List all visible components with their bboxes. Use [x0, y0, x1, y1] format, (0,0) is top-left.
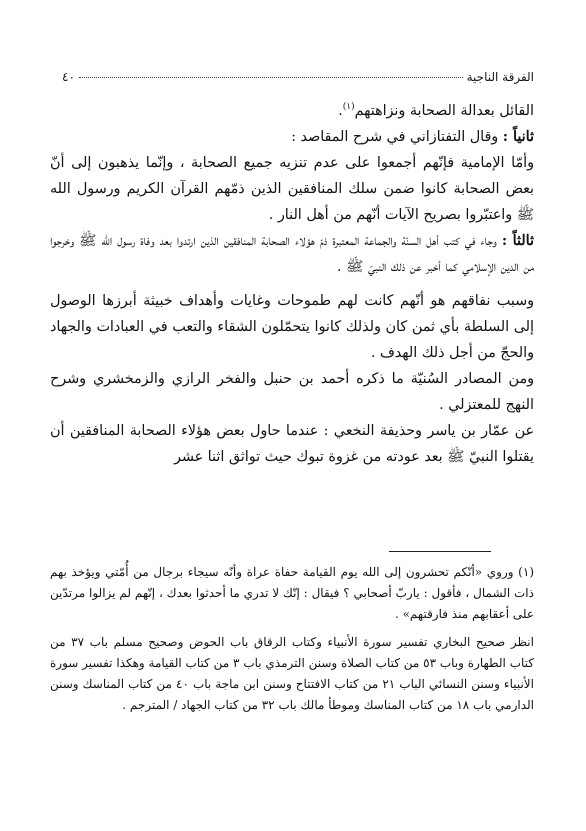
paragraph-4-lead: ثالثاً : [501, 233, 534, 249]
paragraph-1 [50, 98, 534, 124]
paragraph-2 [50, 124, 534, 150]
header-dot-leader [79, 77, 463, 78]
paragraph-1-text: القائل بعدالة الصحابة ونزاهتهم [354, 103, 534, 119]
paragraph-gap [50, 280, 534, 288]
paragraph-4 [50, 228, 534, 280]
running-header [62, 70, 534, 84]
page-number: ٤٠ [62, 70, 75, 84]
paragraph-2-text: وقال التفتازاني في شرح المقاصد : [291, 129, 503, 145]
footnote-reference: (١) [342, 102, 355, 113]
footnote-gap [50, 625, 534, 632]
footnotes [50, 562, 534, 716]
footnote-separator [389, 551, 491, 552]
paragraph-2-lead: ثانياً : [502, 129, 534, 145]
chapter-title: الفرقة الناجية [466, 70, 534, 84]
footnote-sources: انظر صحيح البخاري تفسير سورة الأنبياء وكتاب الرقاق باب الحوض وصحيح مسلم باب ٣٧ من كتاب الطهارة وباب ٥٣ من كتاب الصلاة وسنن الترمذي باب ٣ من كتاب القيامة وهكذا تفسير سورة الأنبياء وسنن النسائي الباب ٢١ من كتاب الافتتاح وسنن ابن ماجة باب ٤٠ من كتاب المناسك وسنن الدارمي باب ١٨ من كتاب المناسك وموطأ مالك باب ٣٢ من كتاب الجهاد / المترجم . [50, 635, 534, 712]
paragraph-4-text: وجاء في كتب أهل السنّة والجماعة المعتبرة ذمّ هؤلاء الصحابة المنافقين الذين ارتدوا بعد وفاة رسول الله ﷺ وخرجوا من الدين الإسلامي كما أخبر عن ذلك النبيّ ﷺ . [50, 233, 534, 275]
footnote-1: (١) وروي «أنّكم تحشرون إلى الله يوم القيامة حفاة عراة وأنّه سيجاء برجال من أُمّتي ويؤخذ بهم ذات الشمال ، فأقول : ياربّ أصحابي ؟ فيقال : إنّك لا تدري ما أحدثوا بعدك ، إنّهم لم يزالوا مرتدّين على أعقابهم منذ فارقتهم» . [50, 565, 534, 621]
paragraph-3: وأمّا الإمامية فإنّهم أجمعوا على عدم تنزيه جميع الصحابة ، وإنّما يذهبون إلى أنّ بعض الصحابة كانوا ضمن سلك المنافقين الذين ذمّهم القرآن الكريم ورسول الله ﷺ واعتبّروا بصريح الآيات أنّهم من أهل النار . [50, 155, 534, 223]
paragraph-6: ومن المصادر السُنيّة ما ذكره أحمد بن حنبل والفخر الرازي والزمخشري وشرح النهج للمعتزلي . [50, 371, 534, 413]
paragraph-7: عن عمّار بن ياسر وحذيفة النخعي : عندما حاول بعض هؤلاء الصحابة المنافقين أن يقتلوا النبيّ ﷺ بعد عودته من غزوة تبوك حيث تواثق اثنا عشر [50, 423, 534, 465]
main-text [50, 98, 534, 470]
paragraph-5: وسبب نفاقهم هو أنّهم كانت لهم طموحات وغايات وأهداف خبيثة أبرزها الوصول إلى السلطة بأي ثمن كان ولذلك كانوا يتحمّلون الشقاء والتعب في العبادات والجهاد والحجّ من أجل ذلك الهدف . [50, 293, 534, 361]
paragraph-1-end: . [338, 103, 343, 119]
